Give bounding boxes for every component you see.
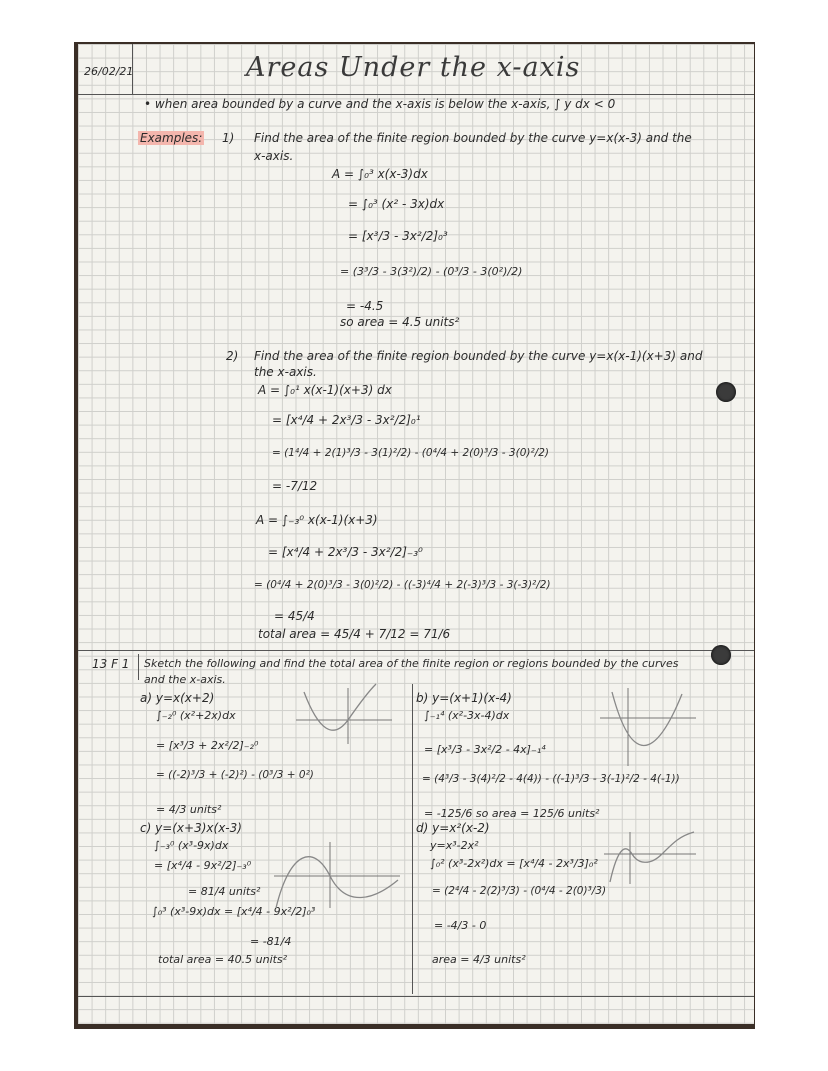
example-1-step: = (3³/3 - 3(3²)/2) - (0³/3 - 3(0²)/2): [340, 265, 523, 278]
sketch-b-curve: [612, 692, 682, 746]
bottom-rule: [78, 996, 754, 997]
part-a-answer: = 4/3 units²: [156, 803, 222, 816]
binder-hole-top: [716, 382, 736, 402]
sketch-c-curve: [276, 857, 398, 908]
exercise-prompt: Sketch the following and find the total area of the finite region or regions bounded by the curves: [144, 657, 679, 670]
sketch-a: [296, 684, 392, 746]
sketch-a-curve: [304, 684, 376, 730]
sketch-b: [600, 688, 696, 768]
sketch-d: [604, 832, 696, 884]
exercise-rule: [78, 650, 754, 651]
sketch-c: [274, 840, 400, 910]
part-b-step: = [x³/3 - 3x²/2 - 4x]₋₁⁴: [424, 743, 546, 756]
example-1-step: = ∫₀³ (x² - 3x)dx: [348, 197, 445, 211]
part-c-step: = -81/4: [250, 935, 292, 948]
example-1-step: A = ∫₀³ x(x-3)dx: [332, 167, 428, 181]
example-2-step: = [x⁴/4 + 2x³/3 - 3x²/2]₋₃⁰: [268, 545, 423, 559]
example-1-answer: so area = 4.5 units²: [340, 315, 460, 329]
example-2-step: = 45/4: [274, 609, 315, 623]
part-d-step: y=x³-2x²: [430, 839, 479, 852]
example-2-question-cont: the x-axis.: [254, 365, 317, 379]
part-d-step: = (2⁴/4 - 2(2)³/3) - (0⁴/4 - 2(0)³/3): [432, 885, 607, 897]
part-c-step: = 81/4 units²: [188, 885, 261, 898]
page-title: Areas Under the x-axis: [246, 52, 581, 83]
part-d-step: ∫₀² (x³-2x²)dx = [x⁴/4 - 2x³/3]₀²: [430, 857, 598, 870]
example-1-question-cont: x-axis.: [254, 149, 294, 163]
exercise-label: 13 F 1: [92, 657, 130, 671]
graph-paper-sheet: [78, 44, 754, 1024]
part-d: d) y=x²(x-2): [416, 821, 490, 835]
part-d-answer: area = 4/3 units²: [432, 953, 526, 966]
example-1-step: = -4.5: [346, 299, 384, 313]
part-a: a) y=x(x+2): [140, 691, 215, 705]
part-c-step: ∫₀³ (x³-9x)dx = [x⁴/4 - 9x²/2]₀³: [152, 905, 316, 918]
part-d-step: = -4/3 - 0: [434, 919, 487, 932]
example-2-step: = (0⁴/4 + 2(0)³/3 - 3(0)²/2) - ((-3)⁴/4 + 2(-3)³/3 - 3(-3)²/2): [254, 579, 551, 591]
column-divider: [412, 684, 413, 994]
part-c-step: ∫₋₃⁰ (x³-9x)dx: [154, 839, 229, 852]
example-2-step: A = ∫₀¹ x(x-1)(x+3) dx: [258, 383, 392, 397]
sketch-d-curve: [610, 832, 694, 882]
example-2-step: = -7/12: [272, 479, 318, 493]
part-b-step: = (4³/3 - 3(4)²/2 - 4(4)) - ((-1)³/3 - 3(-1)²/2 - 4(-1)): [422, 773, 680, 785]
example-2-total: total area = 45/4 + 7/12 = 71/6: [258, 627, 451, 641]
example-2-step: A = ∫₋₃⁰ x(x-1)(x+3): [256, 513, 378, 527]
exercise-prompt-cont: and the x-axis.: [144, 673, 226, 686]
part-c-total: total area = 40.5 units²: [158, 953, 288, 966]
part-b-step: ∫₋₁⁴ (x²-3x-4)dx: [424, 709, 510, 722]
date: 26/02/21: [84, 65, 134, 78]
part-c: c) y=(x+3)x(x-3): [140, 821, 242, 835]
exercise-label-divider: [138, 654, 139, 680]
part-a-step: ∫₋₂⁰ (x²+2x)dx: [156, 709, 236, 722]
examples-label: Examples:: [140, 131, 203, 145]
part-a-step: = [x³/3 + 2x²/2]₋₂⁰: [156, 739, 259, 752]
example-1-number: 1): [222, 131, 235, 145]
example-1-question: Find the area of the finite region bounded by the curve y=x(x-3) and the: [254, 131, 692, 145]
part-c-step: = [x⁴/4 - 9x²/2]₋₃⁰: [154, 859, 252, 872]
part-b: b) y=(x+1)(x-4): [416, 691, 512, 705]
example-2-question: Find the area of the finite region bounded by the curve y=x(x-1)(x+3) and: [254, 349, 703, 363]
example-2-step: = (1⁴/4 + 2(1)³/3 - 3(1)²/2) - (0⁴/4 + 2(0)³/3 - 3(0)²/2): [272, 447, 549, 459]
part-a-step: = ((-2)³/3 + (-2)²) - (0³/3 + 0²): [156, 769, 314, 781]
part-b-answer: = -125/6 so area = 125/6 units²: [424, 807, 600, 820]
example-1-step: = [x³/3 - 3x²/2]₀³: [348, 229, 448, 243]
header-rule: [78, 94, 754, 95]
binder-hole-bottom: [711, 645, 731, 665]
example-2-step: = [x⁴/4 + 2x³/3 - 3x²/2]₀¹: [272, 413, 421, 427]
intro-note: • when area bounded by a curve and the x-axis is below the x-axis, ∫ y dx < 0: [144, 97, 616, 111]
example-2-number: 2): [226, 349, 239, 363]
